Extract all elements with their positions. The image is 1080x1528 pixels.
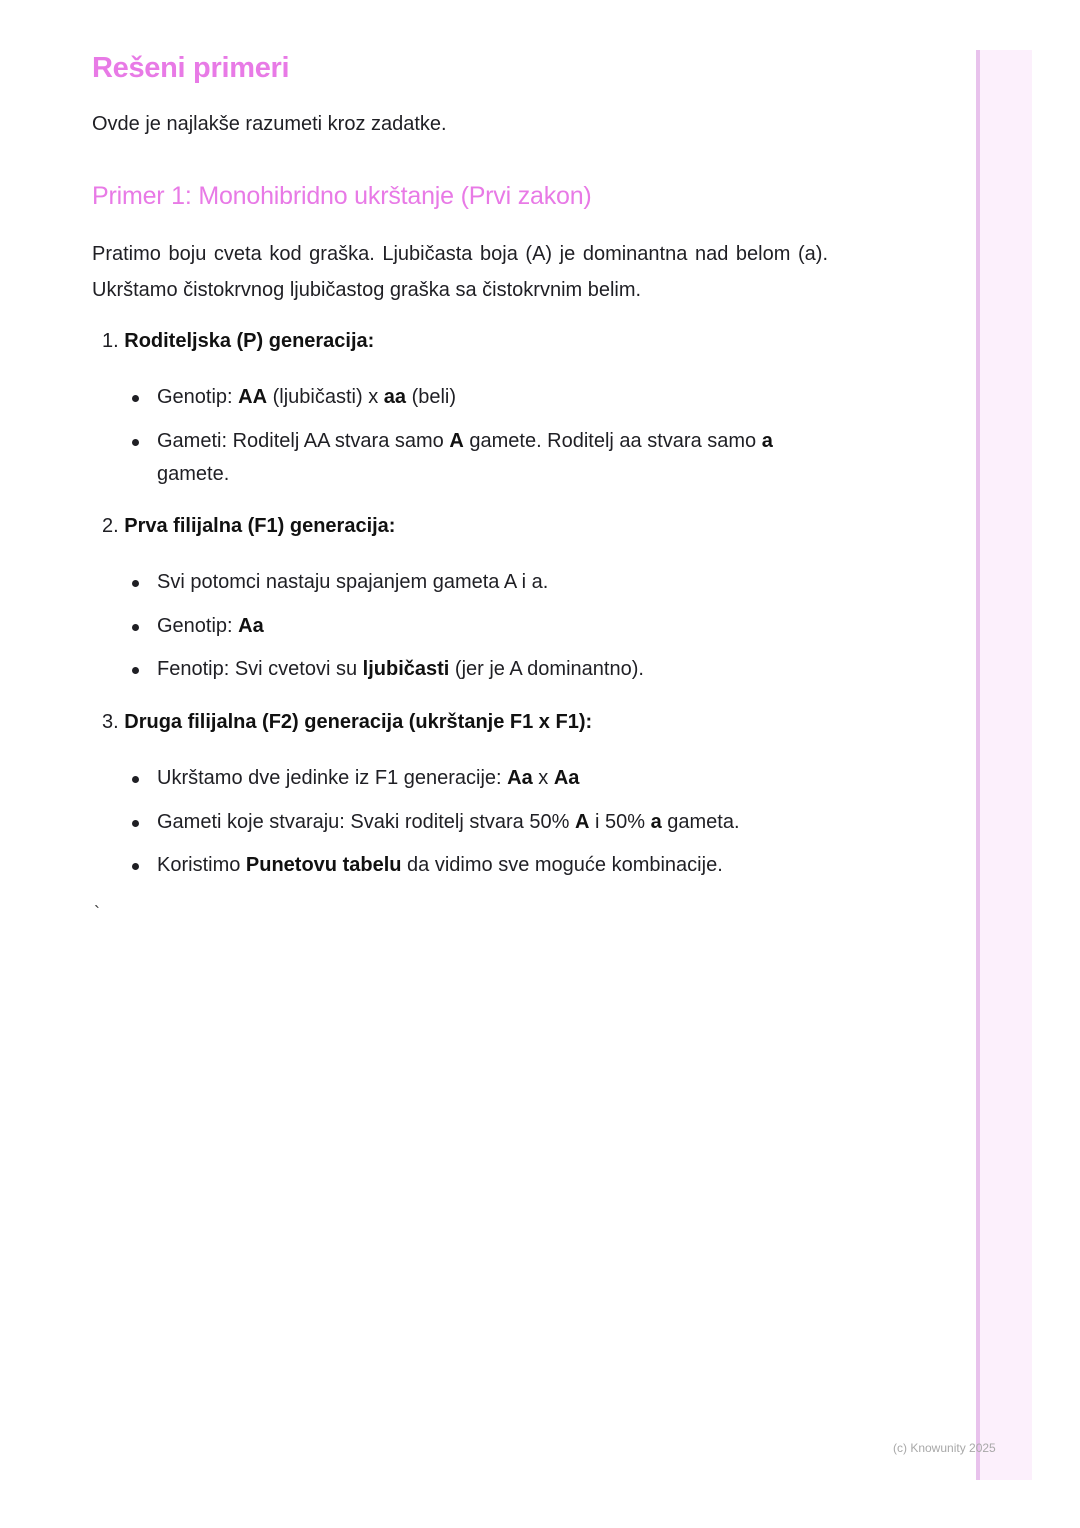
bullet-item: [132, 610, 812, 643]
step-2: [102, 515, 395, 538]
step-3: [102, 711, 592, 734]
step-number: 3.: [102, 711, 119, 733]
bullet-item: [132, 762, 812, 795]
bullet-text: Koristimo Punetovu tabelu da vidimo sve moguće kombinacije.: [157, 854, 723, 876]
bullet-item: [132, 566, 812, 599]
page-title: Rešeni primeri: [92, 52, 290, 84]
bold-term: Aa: [238, 615, 264, 637]
bullet-item: [132, 849, 812, 882]
example-heading: Primer 1: Monohibridno ukrštanje (Prvi zakon): [92, 182, 592, 210]
step-number: 2.: [102, 515, 119, 537]
bullet-dot: [132, 667, 139, 674]
bold-term: Aa: [553, 767, 580, 789]
intro-text: Ovde je najlakše razumeti kroz zadatke.: [92, 113, 447, 135]
bullet-text: Ukrštamo dve jedinke iz F1 generacije: Aa x Aa: [157, 767, 580, 789]
step-label: Roditeljska (P) generacija:: [124, 330, 375, 352]
bullet-item: [132, 653, 812, 686]
bullet-dot: [132, 624, 139, 631]
bullet-text: Genotip: Aa: [157, 615, 264, 637]
bullet-dot: [132, 863, 139, 870]
step-label: Druga filijalna (F2) generacija (ukrštanje F1 x F1):: [124, 711, 593, 733]
bullet-text: Svi potomci nastaju spajanjem gameta A i a.: [157, 571, 549, 593]
bold-term: A: [449, 430, 464, 452]
bold-term: a: [650, 811, 662, 833]
step-number: 1.: [102, 330, 119, 352]
bold-term: A: [574, 811, 590, 833]
bold-term: Punetovu tabelu: [245, 854, 402, 876]
bullet-text: Gameti: Roditelj AA stvara samo A gamete. Roditelj aa stvara samo a gamete.: [157, 430, 773, 485]
bold-term: ljubičasti: [362, 658, 450, 680]
bold-term: a: [761, 430, 773, 452]
bold-term: AA: [238, 386, 268, 408]
bullet-text: Genotip: AA (ljubičasti) x aa (beli): [157, 386, 457, 408]
bullet-dot: [132, 439, 139, 446]
bold-term: Aa: [507, 767, 533, 789]
step-label: Prva filijalna (F1) generacija:: [124, 515, 396, 537]
bullet-text: Gameti koje stvaraju: Svaki roditelj stvara 50% A i 50% a gameta.: [157, 811, 740, 833]
bullet-text: Fenotip: Svi cvetovi su ljubičasti (jer je A dominantno).: [157, 658, 644, 680]
bullet-dot: [132, 776, 139, 783]
example-paragraph: Pratimo boju cveta kod graška. Ljubičasta boja (A) je dominantna nad belom (a). Ukrštamo čistokrvnog ljubičastog graška sa čistokrvnim belim.: [92, 243, 828, 301]
bullet-item: [132, 425, 812, 491]
side-decor-line: [976, 50, 980, 1480]
bullet-item: [132, 381, 812, 414]
bold-term: aa: [383, 386, 407, 408]
bullet-dot: [132, 395, 139, 402]
bullet-item: [132, 806, 812, 839]
footer-copyright: (c) Knowunity 2025: [893, 1441, 996, 1455]
bullet-dot: [132, 580, 139, 587]
bullet-dot: [132, 820, 139, 827]
stray-backtick: `: [94, 903, 100, 923]
step-1: [102, 330, 374, 353]
side-decor-band: [976, 50, 1032, 1480]
